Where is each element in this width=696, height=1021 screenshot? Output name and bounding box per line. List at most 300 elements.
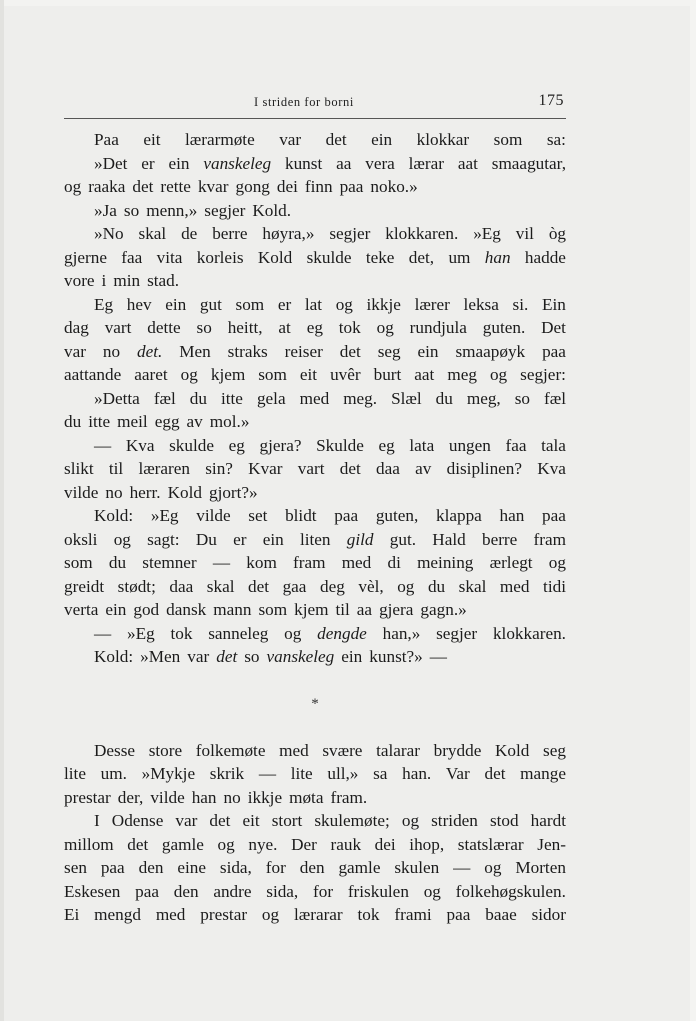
italic-word: han [484, 247, 511, 267]
word: gamle [161, 834, 204, 854]
word: mann [213, 600, 252, 619]
text-line [64, 246, 566, 270]
word: skulde [169, 435, 214, 455]
text-line [64, 551, 566, 575]
word: lærer [414, 294, 450, 314]
word: Var [445, 764, 470, 783]
word: sagt: [147, 529, 180, 549]
word: var [175, 811, 198, 830]
word: som [64, 553, 93, 572]
word: paa [446, 905, 471, 924]
word: vil [515, 224, 534, 243]
word: tok [170, 623, 193, 643]
word: dei [276, 177, 298, 196]
word: læraren [138, 459, 190, 478]
word: han [191, 787, 217, 807]
word: Du [195, 529, 217, 549]
word: lata [409, 435, 435, 455]
page-top-edge [0, 0, 696, 6]
word: ein [165, 294, 187, 314]
word: um. [100, 764, 127, 783]
word: gjera [379, 600, 414, 619]
word: rette [160, 177, 191, 196]
word: paa [339, 177, 364, 196]
word: vilde [150, 787, 185, 807]
word: hadde [524, 247, 566, 267]
word: stemner [142, 553, 197, 572]
word: heitt, [227, 318, 263, 337]
word: med [299, 388, 330, 408]
word: du [64, 412, 82, 431]
word: baae [485, 905, 517, 924]
word: — [94, 623, 112, 643]
word: av [186, 412, 203, 431]
word: der, [117, 787, 144, 807]
word: meining [417, 553, 474, 572]
word: og [401, 811, 420, 830]
text-line [64, 880, 566, 904]
word: segjer [204, 200, 246, 220]
word: seg [543, 740, 566, 760]
word: Odense [111, 811, 164, 830]
word: paa [542, 506, 566, 525]
text-line [64, 457, 566, 481]
word: aat [414, 365, 435, 384]
word: gong [235, 177, 270, 196]
word: aattande [64, 365, 122, 384]
word: til [108, 459, 124, 478]
word: sin? [205, 459, 233, 478]
word: guten, [375, 506, 419, 525]
word: paa [542, 341, 566, 361]
word: Men [179, 341, 211, 361]
word: Kold [257, 247, 293, 267]
word: striden [431, 811, 478, 830]
word: med [155, 905, 186, 924]
word: det [248, 576, 270, 596]
italic-word: det [216, 647, 238, 666]
word: Morten [515, 858, 566, 877]
body-text [64, 128, 566, 927]
word: si. [512, 294, 529, 314]
word: friskulen [347, 881, 409, 901]
word: at [278, 318, 291, 337]
word: det [339, 459, 361, 478]
word: og [284, 623, 302, 643]
text-line [64, 410, 566, 434]
text-line [64, 269, 566, 293]
text-line [64, 363, 566, 387]
word: meg. [343, 388, 378, 408]
word: du [108, 553, 127, 572]
word: av [415, 459, 432, 478]
word: sidor [531, 905, 566, 924]
italic-word: gild [346, 529, 374, 549]
word: òg [548, 224, 566, 243]
word: Kvar [248, 459, 283, 478]
word: »Eg [473, 224, 501, 243]
word: — [258, 764, 277, 783]
word: du [427, 576, 446, 596]
text-line [64, 622, 566, 646]
word: den [173, 881, 199, 901]
word: gagn.» [420, 600, 467, 619]
word: smaagutar, [491, 153, 566, 173]
word: disiplinen? [446, 459, 523, 478]
word: eg [228, 435, 245, 455]
word: fæl [544, 388, 566, 408]
text-line [64, 856, 566, 880]
word: faa [505, 435, 527, 455]
word: fæl [153, 388, 176, 408]
word: ein [371, 130, 393, 149]
word: frami [394, 905, 432, 924]
word: Kold: [94, 506, 134, 525]
header-rule [64, 118, 566, 119]
word: gjera? [259, 435, 302, 455]
word: skulemøte; [314, 811, 390, 830]
word: uvêr [330, 365, 361, 384]
text-line [64, 809, 566, 833]
italic-word: vanskeleg [266, 647, 335, 666]
word: reiser [284, 341, 323, 361]
word: aa [336, 153, 352, 173]
word: so [514, 388, 531, 408]
word: eg [378, 435, 395, 455]
word: teke [365, 247, 395, 267]
word: Kold [167, 482, 202, 502]
word: stort [271, 811, 303, 830]
word: og [489, 365, 508, 384]
word: dette [147, 318, 181, 337]
word: prestar [200, 905, 248, 924]
word: — [212, 553, 231, 572]
word: kunst [284, 153, 323, 173]
page-number: 175 [538, 92, 564, 109]
word: det [325, 130, 347, 149]
word: Kva [537, 459, 566, 478]
word: og [217, 834, 235, 854]
word: tidi [543, 576, 566, 596]
word: vore [64, 271, 95, 290]
word: og [548, 553, 566, 572]
word: rauk [330, 834, 362, 854]
text-line [64, 903, 566, 927]
word: og [113, 529, 131, 549]
word: var [187, 647, 210, 666]
word: fram [533, 529, 566, 549]
word: vart [104, 318, 132, 337]
word: mange [520, 764, 566, 783]
text-line [64, 504, 566, 528]
word: med [279, 740, 309, 760]
word: den [138, 858, 164, 877]
word: og [335, 294, 353, 314]
word: min [113, 271, 141, 290]
word: vita [156, 247, 183, 267]
word: er [233, 529, 247, 549]
word: du [189, 388, 207, 408]
word: gaa [282, 576, 307, 596]
word: verta [64, 600, 99, 619]
word: »Men [140, 647, 181, 666]
word: slikt [64, 459, 94, 478]
word: — [429, 647, 447, 666]
word: eit [143, 130, 161, 149]
word: vilde [64, 482, 99, 502]
text-line [64, 645, 566, 669]
word: til [335, 600, 350, 619]
word: so [123, 200, 140, 220]
word: eine [177, 858, 206, 877]
word: di [387, 553, 401, 572]
text-line [64, 340, 566, 364]
word: med [499, 576, 530, 596]
word: og [484, 858, 502, 877]
word: skulde [306, 247, 352, 267]
page-right-edge [690, 0, 696, 1021]
word: klokkar [416, 130, 470, 149]
text-line [64, 833, 566, 857]
text-line [64, 762, 566, 786]
word: vera [365, 153, 395, 173]
word: brydde [433, 740, 482, 760]
word: han. [402, 764, 432, 783]
word: gjort?» [208, 482, 258, 502]
text-line [64, 739, 566, 763]
word: dag [64, 318, 89, 337]
word: segjer [436, 623, 478, 643]
word: hev [126, 294, 152, 314]
word: eit [242, 811, 260, 830]
word: stad. [147, 271, 180, 290]
word: Det [541, 318, 566, 337]
word: dansk [166, 600, 207, 619]
word: skal [206, 576, 235, 596]
word: — [94, 435, 112, 455]
word: ein [262, 529, 284, 549]
word: fram. [330, 787, 368, 807]
word: det [209, 811, 231, 830]
word: som [493, 130, 523, 149]
word: store [148, 740, 183, 760]
word: korleis [196, 247, 244, 267]
word: Desse [94, 740, 136, 760]
word: klappa [435, 506, 482, 525]
word: no [223, 787, 241, 807]
word: paa [334, 506, 359, 525]
word: Eskesen [64, 881, 121, 901]
text-line [64, 222, 566, 246]
word: rundjula [409, 318, 467, 337]
word: tok [338, 318, 361, 337]
word: straks [227, 341, 268, 361]
word: kjem [210, 365, 246, 384]
word: som [258, 600, 288, 619]
text-line [64, 175, 566, 199]
word: statslærar [457, 834, 524, 854]
word: Kold [494, 740, 530, 760]
word: Jen- [537, 834, 566, 854]
word: kunst?» [369, 647, 423, 666]
word: — [453, 858, 471, 877]
body-text-part-1 [64, 128, 566, 669]
word: talarar [376, 740, 420, 760]
word: set [248, 506, 268, 525]
word: folkemøte [195, 740, 266, 760]
body-text-part-2 [64, 739, 566, 927]
word: vèl, [358, 576, 384, 596]
word: Hald [432, 529, 466, 549]
word: paa [100, 858, 125, 877]
word: liten [299, 529, 331, 549]
word: det [484, 764, 506, 783]
word: daa [376, 459, 400, 478]
word: berre [481, 529, 518, 549]
word: vilde [196, 506, 231, 525]
word: smaapøyk [455, 341, 526, 361]
word: ærlegt [489, 553, 533, 572]
word: stod [489, 811, 519, 830]
running-header [64, 92, 566, 116]
word: Eg [94, 294, 114, 314]
word: leksa [463, 294, 499, 314]
word: sa: [546, 130, 566, 149]
word: faa [121, 247, 143, 267]
word: det [132, 177, 154, 196]
word: »Detta [94, 388, 140, 408]
italic-word: dengde [317, 623, 367, 643]
word: sa [373, 764, 388, 783]
text-line [64, 387, 566, 411]
word: Der [291, 834, 317, 854]
word: Kva [125, 435, 155, 455]
word: og [376, 318, 394, 337]
word: skal [458, 576, 487, 596]
word: er [141, 153, 155, 173]
word: »Eg [126, 623, 155, 643]
word: itte [220, 388, 243, 408]
word: var [279, 130, 302, 149]
word: kvar [197, 177, 229, 196]
text-line [64, 598, 566, 622]
word: den [299, 858, 325, 877]
word: andre [213, 881, 252, 901]
word: lite [64, 764, 86, 783]
word: segjer: [520, 365, 566, 384]
word: Skulde [316, 435, 364, 455]
word: gamle [338, 858, 381, 877]
word: lærar [408, 153, 444, 173]
word: Kold: [94, 647, 134, 666]
word: blidt [285, 506, 317, 525]
word: Kold. [252, 200, 292, 220]
word: aaret [134, 365, 168, 384]
word: og [180, 365, 198, 384]
word: meg [447, 365, 477, 384]
word: de [181, 224, 198, 243]
word: han [499, 506, 525, 525]
word: ihop, [409, 834, 445, 854]
word: god [133, 600, 160, 619]
word: høyra,» [262, 224, 315, 243]
word: no [102, 341, 121, 361]
word: lite [290, 764, 313, 783]
word: tala [541, 435, 566, 455]
section-gap [64, 717, 566, 739]
word: dei [374, 834, 396, 854]
word: herr. [129, 482, 161, 502]
word: nye. [248, 834, 278, 854]
word: som [235, 294, 265, 314]
word: i [101, 271, 107, 290]
italic-word: det. [136, 341, 163, 361]
word: lærarar [293, 905, 343, 924]
word: um [448, 247, 471, 267]
word: ikkje [366, 294, 401, 314]
word: »Ja [94, 200, 117, 220]
word: greidt [64, 576, 105, 596]
word: gela [256, 388, 286, 408]
word: Ein [541, 294, 566, 314]
word: klokkaren. [492, 623, 566, 643]
word: aa [356, 600, 373, 619]
word: kom [246, 553, 277, 572]
word: mengd [94, 905, 141, 924]
word: »Mykje [141, 764, 196, 783]
word: »No [94, 224, 124, 243]
word: svære [322, 740, 363, 760]
word: fram [293, 553, 326, 572]
word: Ei [64, 905, 80, 924]
text-line [64, 128, 566, 152]
text-line [64, 528, 566, 552]
word: gjerne [64, 247, 107, 267]
word: I [94, 811, 100, 830]
section-break-asterisk: * [311, 695, 319, 712]
word: folkehøgskulen. [455, 881, 566, 901]
word: det [339, 341, 361, 361]
word: ein [341, 647, 363, 666]
word: meil [117, 412, 148, 431]
word: du [435, 388, 453, 408]
word: finn [304, 177, 333, 196]
word: no [105, 482, 123, 502]
word: berre [212, 224, 248, 243]
word: møta [289, 787, 324, 807]
text-line [64, 199, 566, 223]
page-left-edge [0, 0, 4, 1021]
italic-word: vanskeleg [203, 153, 272, 173]
word: deg [319, 576, 345, 596]
text-line [64, 575, 566, 599]
word: ein [417, 341, 439, 361]
word: ein [168, 153, 190, 173]
word: noko.» [370, 177, 418, 196]
word: han,» [382, 623, 421, 643]
word: gut [199, 294, 222, 314]
word: og [423, 881, 441, 901]
running-title: I striden for borni [254, 95, 354, 109]
word: klokkaren. [385, 224, 459, 243]
word: paa [135, 881, 159, 901]
word: for [265, 858, 286, 877]
word: mol.» [209, 412, 250, 431]
word: skrik [209, 764, 245, 783]
word: so [196, 318, 212, 337]
word: meg, [466, 388, 501, 408]
word: sida, [219, 858, 252, 877]
